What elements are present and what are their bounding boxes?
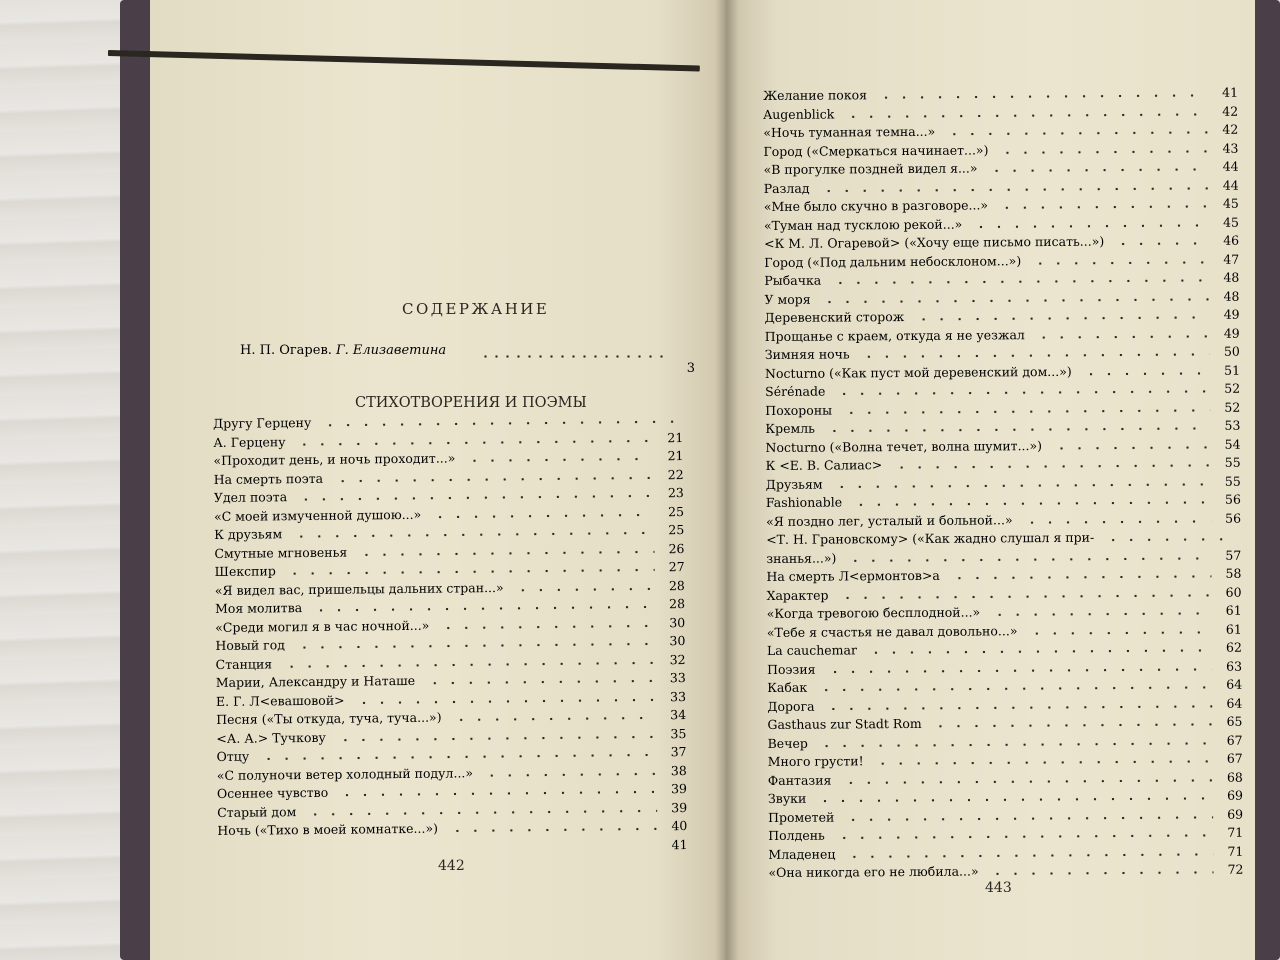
dot-leader	[867, 649, 1212, 654]
dot-leader	[1028, 630, 1212, 634]
toc-entry-page: 48	[1223, 288, 1240, 304]
toc-entry-title: Шекспир	[214, 563, 276, 579]
toc-entry-page: 40	[671, 818, 688, 834]
toc-entry-title: Характер	[766, 587, 829, 603]
toc-entry-page: 39	[671, 799, 688, 815]
toc-entry-title: К друзьям	[214, 526, 283, 542]
toc-entry-title: Полдень	[768, 827, 825, 843]
toc-entry-title: Старый дом	[217, 803, 297, 820]
toc-entry-page: 49	[1223, 325, 1240, 341]
dot-leader	[846, 556, 1211, 562]
toc-entry-page: 71	[1227, 843, 1244, 859]
toc-entry-title: «Я видел вас, пришельцы дальних стран...»	[214, 579, 504, 598]
toc-entry-title: Моя молитва	[214, 600, 303, 616]
dot-leader	[844, 112, 1208, 118]
toc-entry-page: 28	[669, 596, 686, 612]
toc-entry-title: Прометей	[768, 809, 835, 825]
toc-entry-title: Поэзия	[767, 661, 816, 677]
dot-leader	[988, 168, 1209, 173]
dot-leader	[357, 550, 654, 556]
dot-leader	[448, 827, 657, 832]
toc-entry-title: Ночь («Тихо в моей комнатке...»)	[217, 820, 439, 838]
preface-page: 3	[686, 361, 695, 376]
dot-leader	[874, 760, 1213, 765]
dot-leader	[820, 186, 1209, 192]
toc-entry-page: 46	[1223, 232, 1240, 248]
dot-leader	[312, 605, 655, 612]
toc-entry-page: 30	[669, 633, 686, 649]
toc-entry-title: Фантазия	[767, 772, 832, 788]
toc-entry-title: Деревенский сторож	[764, 309, 905, 325]
toc-entry-page: 42	[1222, 103, 1239, 119]
dot-leader	[1104, 538, 1237, 542]
dot-leader	[336, 735, 656, 741]
toc-entry-title: «Туман над тусклою рекой...»	[763, 216, 963, 233]
toc-entry-page: 54	[1224, 436, 1241, 452]
toc-entry-title: Друзьям	[765, 476, 823, 492]
dot-leader	[296, 439, 654, 446]
toc-entry-page: 27	[668, 559, 685, 575]
dot-leader	[892, 464, 1210, 469]
dot-leader	[972, 223, 1209, 228]
toc-entry-title: Прощанье с краем, откуда я не уезжал	[764, 326, 1025, 344]
toc-list-right	[763, 84, 1244, 883]
toc-entry-page: 60	[1225, 584, 1242, 600]
dot-leader	[259, 753, 656, 760]
toc-entry-page: 56	[1225, 510, 1242, 526]
toc-entry-page: 25	[668, 522, 685, 538]
toc-entry-page: 57	[1225, 547, 1242, 563]
toc-entry-page: 34	[670, 707, 687, 723]
book-gutter	[715, 0, 739, 960]
toc-entry-title: Е. Г. Л<евашовой>	[215, 692, 345, 709]
dot-leader	[292, 531, 654, 538]
dot-leader	[835, 834, 1213, 840]
toc-entry-title: На смерть поэта	[213, 470, 324, 487]
toc-entry-title: А. Герцену	[213, 433, 286, 450]
toc-entry-page: 69	[1226, 787, 1244, 803]
toc-entry-title: Зимняя ночь	[764, 346, 850, 362]
toc-entry-title: Песня («Ты откуда, туча, туча...»)	[216, 709, 442, 727]
toc-entry-page: 28	[668, 577, 685, 593]
toc-entry-page: 72	[1227, 861, 1244, 877]
dot-leader	[842, 408, 1210, 414]
toc-entry-page: 41	[671, 836, 688, 852]
dot-leader	[818, 741, 1213, 747]
toc-entry-page: 67	[1226, 750, 1243, 766]
toc-entry-page: 49	[1223, 306, 1240, 322]
toc-entry-title: Новый год	[215, 637, 285, 653]
dot-leader	[852, 501, 1211, 507]
toc-entry-title: Смутные мгновенья	[214, 544, 348, 561]
section-title: СТИХОТВОРЕНИЯ И ПОЭМЫ	[355, 395, 587, 411]
dot-leader	[844, 815, 1213, 821]
toc-entry-page: 52	[1224, 399, 1241, 415]
dot-leader	[950, 575, 1212, 580]
dot-leader	[1052, 445, 1210, 449]
dot-leader	[439, 624, 655, 629]
toc-entry-title: Вечер	[767, 735, 808, 751]
dot-leader	[990, 612, 1211, 617]
toc-entry-title: «В прогулке поздней видел я...»	[763, 160, 978, 177]
dot-leader	[466, 457, 654, 462]
toc-entry-title: Осеннее чувство	[216, 784, 329, 801]
dot-leader	[286, 568, 655, 575]
toc-entry-page: 30	[669, 614, 686, 630]
toc-entry-title: Другу Герцену	[213, 414, 312, 431]
dot-leader	[1023, 519, 1211, 523]
toc-entry-title: «Когда тревогою бесплодной...»	[766, 604, 981, 621]
toc-entry-page: 35	[670, 725, 687, 741]
toc-entry-page: 65	[1226, 713, 1243, 729]
toc-entry-title: «Среди могил я в час ночной...»	[215, 617, 430, 635]
toc-entry-title: К <Е. В. Салиас>	[765, 457, 883, 473]
toc-entry-page: 68	[1226, 769, 1243, 785]
toc-entry-title: Желание покоя	[763, 87, 868, 103]
toc-entry-title: Кабак	[767, 679, 808, 695]
dot-leader	[842, 778, 1213, 784]
toc-entry-title: «Я поздно лег, усталый и больной...»	[765, 511, 1013, 529]
toc-entry-title: «Тебе я счастья не давал довольно...»	[766, 622, 1018, 640]
dot-leader	[355, 698, 656, 704]
dot-leader	[425, 679, 656, 684]
toc-entry-title: Nocturno («Волна течет, волна шумит...»)	[765, 437, 1043, 455]
toc-entry-page: 64	[1226, 676, 1243, 692]
dot-leader	[825, 704, 1213, 710]
toc-entry-page: 44	[1222, 158, 1239, 174]
dot-leader	[297, 494, 654, 501]
dot-leader	[338, 790, 657, 796]
toc-entry-page: 67	[1226, 732, 1243, 748]
toc-entry-title: <Т. Н. Грановскому> («Как жадно слушал я при-	[766, 529, 1095, 547]
toc-entry-title: Звуки	[767, 790, 807, 806]
preface-title: Н. П. Огарев. Г. Елизаветина	[240, 343, 447, 358]
toc-entry-page: 39	[670, 781, 688, 797]
toc-entry-page: 61	[1225, 602, 1242, 618]
toc-entry-title: Город («Смеркаться начинает...»)	[763, 141, 989, 159]
dot-leader	[826, 667, 1212, 673]
toc-entry-title: Sérénade	[765, 383, 826, 399]
dot-leader	[825, 427, 1210, 433]
toc-entry-page: 22	[667, 466, 684, 482]
toc-entry-page: 69	[1227, 806, 1244, 822]
dot-leader	[431, 513, 654, 518]
dot-leader	[282, 661, 655, 668]
dot-leader	[914, 316, 1209, 321]
toc-entry-title: Город («Под дальним небосклоном...»)	[764, 252, 1022, 270]
toc-entry-title: Много грусти!	[767, 753, 864, 769]
dot-leader	[989, 871, 1214, 876]
toc-entry-title: Рыбачка	[764, 272, 822, 288]
dot-leader	[846, 852, 1214, 858]
toc-entry-page: 41	[1222, 84, 1239, 100]
toc-entry-page: 21	[667, 448, 684, 464]
toc-entry-page: 42	[1222, 121, 1239, 137]
dot-leader	[816, 797, 1213, 803]
toc-entry-title: Станция	[215, 655, 273, 672]
dot-leader	[877, 94, 1208, 99]
dot-leader	[817, 686, 1212, 692]
toc-entry-page: 48	[1223, 269, 1240, 285]
toc-entry-title: У моря	[764, 291, 811, 307]
contents-heading: СОДЕРЖАНИЕ	[402, 300, 550, 318]
toc-entry-page: 45	[1222, 195, 1239, 211]
toc-entry-page: 52	[1224, 380, 1241, 396]
dot-leader	[833, 482, 1211, 488]
toc-entry-title: «С моей измученной душою...»	[213, 506, 422, 524]
toc-entry-title: Похороны	[765, 402, 833, 418]
toc-entry-page: 56	[1224, 491, 1241, 507]
dot-leader	[998, 205, 1209, 209]
dot-leader	[821, 297, 1210, 303]
toc-entry-title: Augenblick	[763, 106, 835, 122]
toc-entry-page: 63	[1226, 658, 1243, 674]
toc-entry-title: Кремль	[765, 420, 815, 436]
dot-leader	[480, 355, 665, 358]
toc-entry-page: 50	[1223, 343, 1240, 359]
dot-leader	[831, 279, 1209, 285]
toc-list-left	[213, 410, 688, 859]
toc-entry-page: 38	[670, 762, 687, 778]
toc-entry-title: На смерть Л<ермонтов>а	[766, 567, 940, 584]
toc-entry-page: 33	[669, 670, 686, 686]
toc-entry-page: 61	[1225, 621, 1242, 637]
dot-leader	[932, 723, 1213, 728]
dot-leader	[999, 149, 1209, 153]
dot-leader	[295, 642, 655, 649]
toc-entry-page: 55	[1224, 473, 1241, 489]
toc-entry-page: 71	[1227, 824, 1244, 840]
toc-entry-page: 25	[668, 503, 685, 519]
dot-leader	[1082, 371, 1210, 375]
dot-leader	[1114, 242, 1209, 246]
dot-leader	[836, 390, 1211, 396]
toc-entry-page: 32	[669, 651, 686, 667]
toc-entry-page: 23	[667, 485, 684, 501]
toc-entry-title: «Ночь туманная темна...»	[763, 123, 936, 140]
toc-entry-page: 21	[667, 429, 684, 445]
dot-leader	[1031, 260, 1209, 264]
preface-entry[interactable]	[240, 343, 695, 376]
dot-leader	[839, 593, 1212, 599]
dot-leader	[483, 772, 657, 777]
toc-entry-page: 44	[1222, 177, 1239, 193]
page-number-left: 442	[438, 858, 465, 874]
toc-entry-page: 58	[1225, 565, 1242, 581]
toc-entry-page: 33	[669, 688, 687, 704]
dot-leader	[514, 587, 655, 591]
page-number-right: 443	[985, 880, 1012, 896]
dot-leader	[1035, 334, 1210, 338]
toc-entry-title: Разлад	[763, 180, 810, 196]
toc-entry-page: 43	[1222, 140, 1239, 156]
toc-entry-page: 45	[1222, 214, 1240, 230]
toc-entry-title: Удел поэта	[213, 489, 288, 505]
toc-entry-page: 64	[1226, 695, 1243, 711]
toc-entry-page: 53	[1224, 417, 1241, 433]
toc-entry-title: «С полуночи ветер холодный подул...»	[216, 764, 474, 783]
toc-entry-page: 55	[1224, 454, 1241, 470]
toc-entry-title: «Мне было скучно в разговоре...»	[763, 197, 989, 214]
toc-entry-page: 26	[668, 540, 685, 556]
toc-entry-title: Младенец	[768, 846, 836, 862]
toc-entry-title: Fashionable	[765, 494, 843, 510]
toc-entry-title: Nocturno («Как пуст мой деревенский дом...»)	[764, 363, 1072, 381]
dot-leader	[321, 420, 679, 427]
dot-leader	[945, 131, 1208, 136]
toc-entry-page: 51	[1224, 362, 1241, 378]
toc-entry-title: Отцу	[216, 748, 250, 764]
toc-entry-page: 62	[1225, 639, 1242, 655]
dot-leader	[306, 809, 657, 816]
dot-leader	[333, 476, 654, 482]
toc-entry-title: Марии, Александру и Наташе	[215, 672, 416, 690]
toc-entry-title: <А. А.> Тучкову	[216, 729, 326, 746]
toc-entry-title: Gasthaus zur Stadt Rom	[767, 715, 922, 732]
toc-entry-title: «Она никогда его не любила...»	[768, 863, 979, 880]
toc-entry-title: <К М. Л. Огаревой> («Хочу еще письмо писать...»)	[764, 233, 1105, 251]
toc-entry-page: 37	[670, 744, 687, 760]
toc-entry-page: 47	[1223, 251, 1240, 267]
toc-entry-title: «Проходит день, и ночь проходит...»	[213, 450, 456, 468]
dot-leader	[452, 716, 657, 721]
dot-leader	[860, 353, 1210, 358]
toc-entry-title: La cauchemar	[766, 642, 857, 658]
toc-entry-title: Дорога	[767, 698, 815, 714]
toc-entry-title: знанья...»)	[766, 549, 837, 566]
